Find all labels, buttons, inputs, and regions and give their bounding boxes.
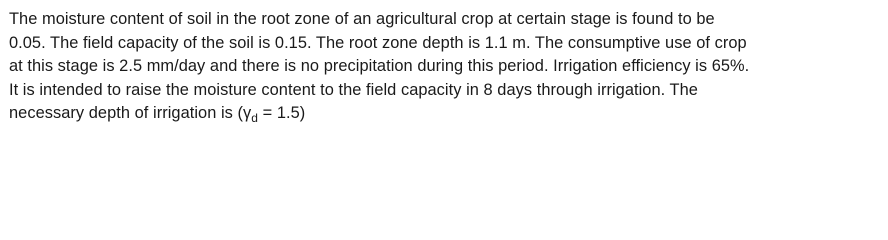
question-line-4: It is intended to raise the moisture content to the field capacity in 8 days through irrigation. The: [9, 80, 698, 99]
question-line-3: at this stage is 2.5 mm/day and there is no precipitation during this period. Irrigation efficiency is 65%.: [9, 57, 750, 76]
question-line-2: 0.05. The field capacity of the soil is 0.15. The root zone depth is 1.1 m. The consumptive use of crop: [9, 33, 747, 52]
question-line-5-prefix: necessary depth of irrigation is (: [9, 104, 244, 123]
question-line-1: The moisture content of soil in the root zone of an agricultural crop at certain stage is found to be: [9, 10, 715, 28]
question-line-5-suffix: = 1.5): [258, 104, 306, 123]
gamma-subscript: d: [251, 111, 258, 126]
gamma-symbol: γ: [243, 104, 252, 123]
question-text: [9, 8, 883, 127]
question-line-5: [9, 102, 883, 127]
